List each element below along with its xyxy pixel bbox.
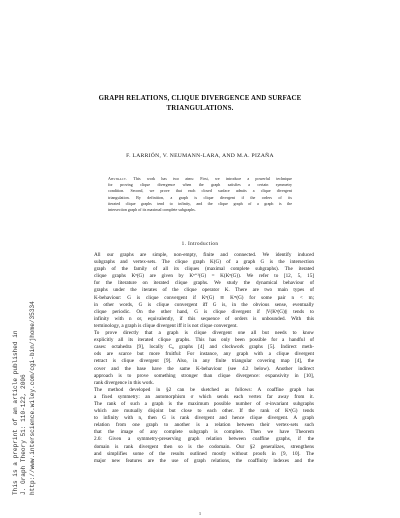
abstract-line: triangulation. By definition, a graph is clique divergent if the orders of its <box>108 194 292 200</box>
paper-title-line-2: TRIANGULATIONS. <box>166 105 234 112</box>
stamp-line: This is a preprint of an article published in <box>12 330 19 495</box>
text-line: rank divergence in this work. <box>94 379 155 386</box>
text-line: explicitly all its iterated clique graphs. This has only been possible for a handful of <box>94 337 314 344</box>
text-line: K-behaviour: G is clique convergent if Kⁿ(G) ≅ Kᵐ(G) for some pair n < m; <box>94 294 314 301</box>
text-line: clique graphs Kⁿ(G) are given by Kⁿ⁺¹(G) = K(Kⁿ(G)). We refer to [12, 5, 15] <box>94 273 314 280</box>
text-line: to infinity with n, then G is rank divergent and hence clique divergent. A graph <box>94 415 314 422</box>
paper-title-line-1: GRAPH RELATIONS, CLIQUE DIVERGENCE AND SURFACE <box>98 95 302 102</box>
stamp-url: http://www.interscience.wiley.com/cgi-bin/jhome/35334 <box>28 301 36 495</box>
paragraph-2 <box>86 330 314 387</box>
text-line: graphs under the iterates of the clique operator K. There are two main types of <box>94 287 314 294</box>
abstract-line: for proving clique divergence when the graph satisfies a certain symmetry <box>108 182 292 188</box>
text-line: infinity with n or, equivalently, if this sequence of orders is unbounded. With this <box>94 315 314 322</box>
paragraph-3 <box>86 387 314 465</box>
text-line: major new features are the use of graph relations, the coaffinity indexes and the <box>94 457 314 464</box>
text-line: All our graphs are simple, non-empty, finite and connected. We identify induced <box>94 252 314 258</box>
text-line: that the image of any complete subgraph is complete. Then we have Theorem <box>94 429 314 436</box>
text-line: approach is to prove something stronger than clique divergence: expansivity in [10], <box>94 372 314 379</box>
text-line: subgraphs and vertex-sets. The clique graph K(G) of a graph G is the intersection <box>94 259 314 266</box>
arxiv-margin-stamp <box>12 265 46 495</box>
section-heading-introduction: 1. Introduction <box>181 241 219 247</box>
text-line: relation from one graph to another is a relation between their vertex-sets such <box>94 422 314 429</box>
text-line: and simplifies some of the results outlined mostly without proofs in [9, 10]. The <box>94 450 314 457</box>
text-line: graph of the family of all its cliques (maximal complete subgraphs). The iterated <box>94 266 314 273</box>
abstract-line: This work has two aims: First, we introduce a powerful technique <box>133 176 292 181</box>
abstract-line: intersection graph of its maximal complete subgraphs. <box>108 207 196 213</box>
text-line: a fixed symmetry: an automorphism σ which sends each vertex far away from it. <box>94 393 314 400</box>
page-number: 1 <box>198 511 202 516</box>
paragraph-1 <box>86 252 314 330</box>
text-line: retract is clique divergent [9]. Also, in any finite triangular covering map [4], the <box>94 358 314 365</box>
text-line: for the literature on iterated clique graphs. We study the dynamical behaviour of <box>94 280 314 287</box>
text-line: ods are scarce but more fruitful: For instance, any graph with a clique divergent <box>94 351 314 358</box>
text-line: in other words, G is clique convergent iff G is, in the obvious sense, eventually <box>94 301 314 308</box>
text-line: The rank of such a graph is the maximum possible number of σ-invariant subgraphs <box>94 400 314 407</box>
text-line: cover and the base have the same K-behaviour (see 4.2 below). Another indirect <box>94 365 314 372</box>
text-line: cases: octahedra [9], locally C₆ graphs [4] and clockwork graphs [5]. Indirect meth- <box>94 344 314 351</box>
abstract <box>108 176 292 213</box>
stamp-line: J. Graph Theory 51: 110-122, 2006 <box>20 374 28 495</box>
text-line: clique periodic. On the other hand, G is clique divergent if |V(Kⁿ(G))| tends to <box>94 308 314 315</box>
text-line: To prove directly that a graph is clique divergent one all but needs to know <box>94 330 314 337</box>
abstract-line: iterated clique graphs tend to infinity, and the clique graph of a graph is the <box>108 200 292 206</box>
text-line: domain is rank divergent then so is the codomain. Our §2 generalizes, strengthens <box>94 443 314 450</box>
author-list: F. LARRIÓN, V. NEUMANN-LARA, AND M.A. PIZAÑA <box>126 153 274 159</box>
text-line: 2.6: Given a symmetry-preserving graph relation between coaffine graphs, if the <box>94 436 314 443</box>
body-text <box>86 252 314 465</box>
text-line: terminology, a graph is clique divergent iff it is not clique convergent. <box>94 322 238 329</box>
text-line: which are mutually disjoint but close to each other. If the rank of Kⁿ(G) tends <box>94 408 314 415</box>
abstract-line: condition. Second, we prove that each closed surface admits a clique divergent <box>108 188 292 194</box>
text-line: The method developed in §2 can be sketched as follows: A coaffine graph has <box>94 386 314 393</box>
abstract-label: Abstract. <box>108 176 128 181</box>
